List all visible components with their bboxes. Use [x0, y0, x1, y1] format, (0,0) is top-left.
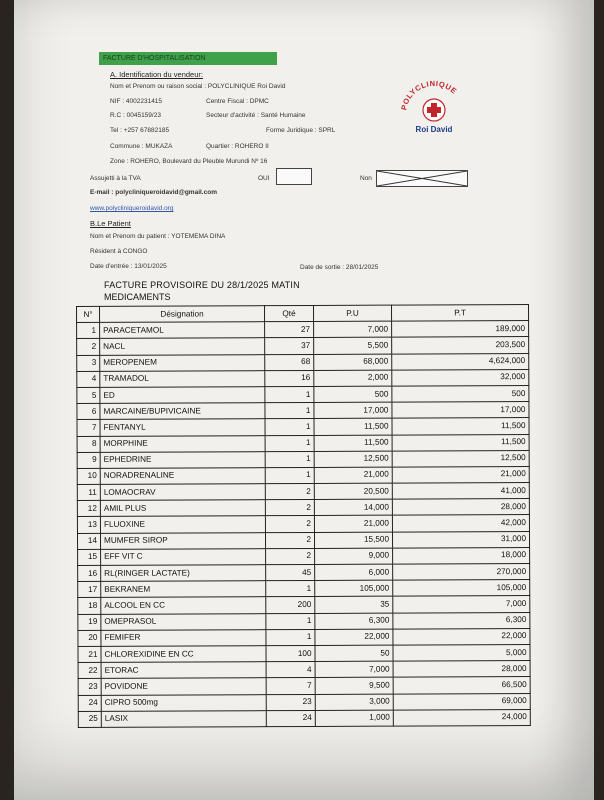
row-unit-price: 9,000 [315, 548, 393, 565]
row-number: 24 [78, 695, 101, 711]
row-designation: FEMIFER [101, 629, 266, 646]
seller-zone: Zone : ROHERO, Boulevard du Pleuble Murundi Nº 16 [110, 158, 268, 165]
svg-text:POLYCLINIQUE: POLYCLINIQUE [399, 78, 459, 111]
row-unit-price: 3,000 [315, 694, 393, 711]
row-unit-price: 11,500 [314, 418, 392, 435]
row-designation: BEKRANEM [101, 581, 266, 598]
patient-name: Nom et Prenom du patient : YOTEMEMA DINA [90, 233, 226, 240]
row-unit-price: 105,000 [315, 580, 393, 597]
row-total-price: 66,500 [393, 677, 530, 694]
col-header-number: N° [77, 306, 100, 322]
row-unit-price: 21,000 [314, 516, 392, 533]
row-number: 1 [77, 323, 100, 339]
row-total-price: 500 [392, 385, 529, 402]
row-number: 5 [77, 387, 100, 403]
row-total-price: 22,000 [393, 628, 530, 645]
seller-quartier: Quartier : ROHERO II [206, 143, 269, 150]
col-header-quantity: Qté [265, 305, 314, 321]
row-designation: MUMFER SIROP [100, 532, 265, 549]
seller-centre-fiscal: Centre Fiscal : DPMC [206, 98, 269, 105]
row-unit-price: 14,000 [314, 499, 392, 516]
row-unit-price: 35 [315, 596, 393, 613]
row-total-price: 18,000 [393, 547, 530, 564]
row-designation: MARCAINE/BUPIVICAINE [100, 403, 265, 420]
row-unit-price: 5,500 [314, 337, 392, 354]
row-quantity: 1 [265, 435, 314, 451]
seller-nif: NIF : 4002231415 [110, 98, 163, 105]
table-row [77, 321, 529, 339]
row-number: 22 [78, 663, 101, 679]
row-number: 18 [78, 598, 101, 614]
row-quantity: 1 [265, 386, 314, 402]
row-number: 11 [77, 484, 100, 500]
row-total-price: 42,000 [392, 515, 529, 532]
row-designation: EFF VIT C [101, 548, 266, 565]
table-row [78, 677, 530, 695]
row-unit-price: 12,500 [314, 451, 392, 468]
row-unit-price: 9,500 [315, 677, 393, 694]
row-total-price: 189,000 [392, 321, 529, 338]
row-quantity: 4 [266, 662, 315, 678]
row-quantity: 2 [265, 516, 314, 532]
row-quantity: 2 [265, 532, 314, 548]
invoice-banner: FACTURE D'HOSPITALISATION [99, 52, 277, 65]
row-designation: FLUOXINE [100, 516, 265, 533]
row-designation: OMEPRASOL [101, 613, 266, 630]
row-quantity: 24 [266, 710, 315, 726]
row-total-price: 7,000 [393, 596, 530, 613]
table-row [78, 661, 530, 679]
row-designation: EPHEDRINE [100, 451, 265, 468]
seller-tel: Tel : +257 67882185 [110, 127, 170, 134]
row-designation: PARACETAMOL [100, 322, 265, 339]
table-row [77, 337, 529, 355]
row-quantity: 1 [265, 451, 314, 467]
row-quantity: 1 [266, 613, 315, 629]
row-designation: NORADRENALINE [100, 468, 265, 485]
row-designation: MORPHINE [100, 435, 265, 452]
row-designation: MEROPENEM [100, 354, 265, 371]
row-unit-price: 22,000 [315, 629, 393, 646]
row-designation: LOMAOCRAV [100, 484, 265, 501]
cross-icon [377, 171, 467, 186]
row-number: 17 [78, 582, 101, 598]
row-designation: POVIDONE [101, 678, 266, 695]
row-designation: CHLOREXIDINE EN CC [101, 646, 266, 663]
seller-commune: Commune : MUKAZA [110, 143, 173, 150]
logo-emblem-icon [396, 78, 472, 136]
row-total-price: 28,000 [393, 661, 530, 678]
row-quantity: 45 [266, 564, 315, 580]
svg-text:Roi David: Roi David [415, 125, 453, 134]
row-quantity: 37 [265, 338, 314, 354]
table-row [77, 531, 529, 549]
row-unit-price: 68,000 [314, 354, 392, 371]
row-unit-price: 21,000 [314, 467, 392, 484]
table-row [78, 596, 530, 614]
medications-table [76, 304, 531, 728]
col-header-unit-price: P.U [313, 305, 391, 322]
row-number: 2 [77, 339, 100, 355]
seller-rc: R.C : 0045159/23 [110, 112, 161, 119]
row-unit-price: 500 [314, 386, 392, 403]
row-unit-price: 20,500 [314, 483, 392, 500]
row-number: 10 [77, 468, 100, 484]
row-number: 7 [77, 420, 100, 436]
row-quantity: 1 [266, 581, 315, 597]
seller-name: Nom et Prenom ou raison social : POLYCLINIQUE Roi David [110, 83, 286, 90]
row-designation: AMIL PLUS [100, 500, 265, 517]
row-unit-price: 7,000 [314, 321, 392, 338]
row-quantity: 1 [266, 629, 315, 645]
polyclinique-logo [396, 78, 472, 136]
table-row [78, 644, 530, 662]
row-unit-price: 50 [315, 645, 393, 662]
invoice-paper [14, 0, 594, 800]
row-number: 12 [77, 501, 100, 517]
tva-non-label: Non [360, 175, 372, 182]
row-designation: TRAMADOL [100, 370, 265, 387]
seller-email: E-mail : polycliniqueroidavid@gmail.com [90, 189, 217, 196]
row-quantity: 23 [266, 694, 315, 710]
table-row [77, 466, 529, 484]
row-quantity: 7 [266, 678, 315, 694]
row-designation: ETORAC [101, 662, 266, 679]
row-number: 19 [78, 614, 101, 630]
tva-oui-label: OUI [258, 175, 270, 182]
tva-oui-box [276, 168, 312, 185]
row-number: 13 [77, 517, 100, 533]
row-total-price: 12,500 [392, 450, 529, 467]
table-row [78, 693, 530, 711]
row-number: 20 [78, 630, 101, 646]
row-total-price: 203,500 [392, 337, 529, 354]
table-row [77, 385, 529, 403]
col-header-total-price: P.T [391, 305, 528, 322]
row-total-price: 11,500 [392, 418, 529, 435]
invoice-subtitle: MEDICAMENTS [104, 292, 171, 302]
table-header-row [77, 305, 529, 323]
row-designation: ALCOOL EN CC [101, 597, 266, 614]
table-row [78, 564, 530, 582]
patient-date-sortie: Date de sortie : 28/01/2025 [300, 264, 379, 271]
patient-date-entree: Date d'entrée : 13/01/2025 [90, 263, 167, 270]
row-unit-price: 17,000 [314, 402, 392, 419]
row-quantity: 27 [265, 322, 314, 338]
table-row [78, 612, 530, 630]
row-total-price: 17,000 [392, 402, 529, 419]
row-number: 9 [77, 452, 100, 468]
row-designation: FENTANYL [100, 419, 265, 436]
row-unit-price: 11,500 [314, 435, 392, 452]
row-total-price: 21,000 [392, 466, 529, 483]
row-number: 3 [77, 355, 100, 371]
row-quantity: 1 [265, 467, 314, 483]
row-number: 21 [78, 646, 101, 662]
table-row [78, 580, 530, 598]
row-number: 16 [78, 565, 101, 581]
row-number: 14 [77, 533, 100, 549]
row-designation: LASIX [101, 710, 266, 727]
seller-section-title: A. Identification du vendeur: [110, 70, 203, 79]
row-unit-price: 15,500 [314, 532, 392, 549]
table-row [77, 434, 529, 452]
row-quantity: 68 [265, 354, 314, 370]
row-number: 6 [77, 404, 100, 420]
row-total-price: 105,000 [393, 580, 530, 597]
row-unit-price: 2,000 [314, 370, 392, 387]
row-total-price: 11,500 [392, 434, 529, 451]
seller-secteur: Secteur d'activité : Santé Humaine [206, 112, 306, 119]
table-row [77, 418, 529, 436]
row-number: 8 [77, 436, 100, 452]
patient-residence: Résident à CONGO [90, 248, 148, 255]
row-total-price: 6,300 [393, 612, 530, 629]
table-body [77, 321, 531, 728]
row-unit-price: 7,000 [315, 661, 393, 678]
row-total-price: 31,000 [392, 531, 529, 548]
row-designation: CIPRO 500mg [101, 694, 266, 711]
table-row [77, 402, 529, 420]
row-quantity: 2 [265, 500, 314, 516]
seller-website[interactable]: www.polycliniqueroidavid.org [90, 205, 174, 212]
row-total-price: 41,000 [392, 483, 529, 500]
table-row [77, 450, 529, 468]
table-row [77, 369, 529, 387]
invoice-title: FACTURE PROVISOIRE DU 28/1/2025 MATIN [104, 280, 300, 290]
row-unit-price: 6,000 [315, 564, 393, 581]
row-quantity: 2 [266, 548, 315, 564]
table-row [77, 353, 529, 371]
table-row [78, 547, 530, 565]
row-total-price: 32,000 [392, 369, 529, 386]
row-designation: NACL [100, 338, 265, 355]
row-designation: ED [100, 387, 265, 404]
row-unit-price: 1,000 [315, 710, 393, 727]
row-unit-price: 6,300 [315, 613, 393, 630]
seller-forme: Forme Juridique : SPRL [266, 127, 336, 134]
row-total-price: 4,624,000 [392, 353, 529, 370]
table-row [77, 499, 529, 517]
table-row [77, 483, 529, 501]
tva-non-box [376, 170, 468, 187]
row-quantity: 1 [265, 403, 314, 419]
row-quantity: 2 [265, 484, 314, 500]
row-total-price: 69,000 [393, 693, 530, 710]
table-row [77, 515, 529, 533]
row-quantity: 200 [266, 597, 315, 613]
row-total-price: 270,000 [393, 564, 530, 581]
row-number: 25 [78, 711, 101, 727]
row-designation: RL(RINGER LACTATE) [101, 565, 266, 582]
tva-label: Assujetti à la TVA [90, 175, 141, 182]
row-quantity: 100 [266, 645, 315, 661]
table-row [78, 709, 530, 727]
col-header-designation: Désignation [100, 306, 265, 323]
row-total-price: 28,000 [392, 499, 529, 516]
row-number: 4 [77, 371, 100, 387]
row-quantity: 16 [265, 370, 314, 386]
row-number: 23 [78, 679, 101, 695]
row-quantity: 1 [265, 419, 314, 435]
row-total-price: 24,000 [393, 709, 530, 726]
patient-section-title: B.Le Patient [90, 219, 131, 228]
table-row [78, 628, 530, 646]
row-total-price: 5,000 [393, 644, 530, 661]
row-number: 15 [78, 549, 101, 565]
